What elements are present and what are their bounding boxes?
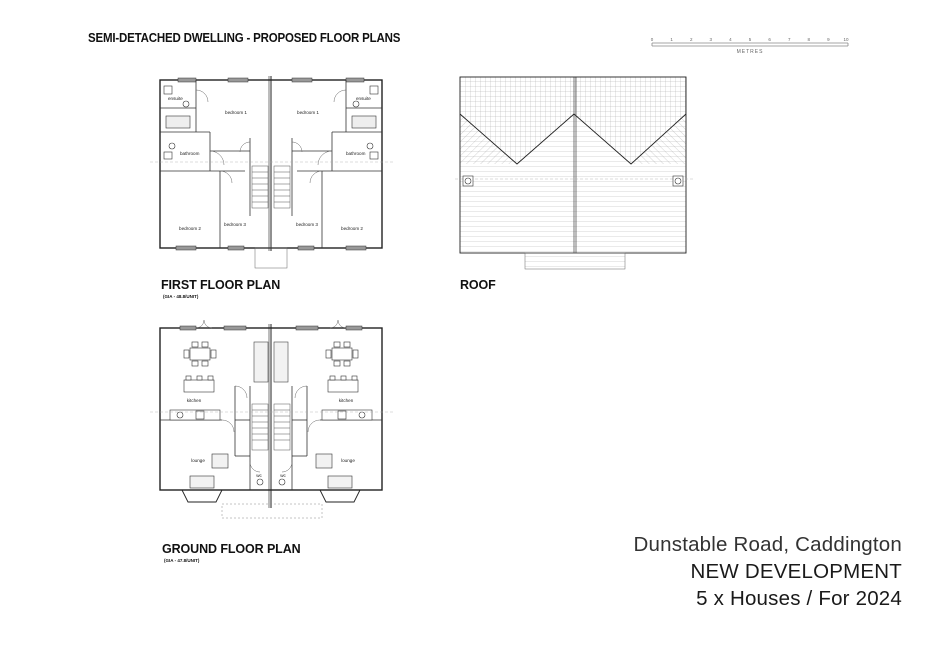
roof-plan-drawing [455, 76, 695, 276]
room-label-lounge-right: lounge [341, 458, 355, 463]
room-label-bedroom2-left: bedroom 2 [179, 226, 201, 231]
room-label-kitchen-left: kitchen [186, 398, 202, 403]
project-summary: 5 x Houses / For 2024 [696, 587, 902, 610]
scale-tick-10: 10 [843, 37, 849, 42]
porch-canopy [525, 253, 625, 269]
room-label-bathroom-right: bathroom [346, 151, 366, 156]
scale-tick-4: 4 [729, 37, 732, 42]
room-label-bedroom3-left: bedroom 3 [224, 222, 246, 227]
room-label-wc-right: wc [280, 473, 286, 478]
scale-bar [650, 34, 852, 54]
room-label-ensuite-left: ensuite [168, 96, 183, 101]
scale-unit-label: METRES [736, 49, 764, 54]
room-label-bedroom2-right: bedroom 2 [341, 226, 363, 231]
ground-floor-plan-drawing [150, 316, 395, 526]
scale-tick-0: 0 [650, 37, 654, 42]
scale-tick-7: 7 [787, 37, 791, 42]
room-label-bedroom1-left: bedroom 1 [225, 110, 247, 115]
room-label-bathroom-left: bathroom [180, 151, 200, 156]
sheet-title: SEMI-DETACHED DWELLING - PROPOSED FLOOR PLANS [88, 31, 401, 45]
scale-tick-labels [651, 37, 849, 42]
scale-tick-5: 5 [748, 37, 752, 42]
first-floor-plan-label: FIRST FLOOR PLAN [161, 278, 281, 292]
scale-tick-1: 1 [670, 37, 673, 42]
ground-floor-area: (GIA - 47.8/UNIT) [164, 558, 200, 563]
room-label-ensuite-right: ensuite [356, 96, 371, 101]
scale-tick-6: 6 [768, 37, 771, 42]
scale-tick-3: 3 [709, 37, 713, 42]
room-label-bedroom3-right: bedroom 3 [296, 222, 318, 227]
scale-tick-8: 8 [807, 37, 811, 42]
ground-floor-plan-label: GROUND FLOOR PLAN [162, 542, 301, 556]
first-floor-plan-drawing [150, 76, 395, 276]
room-label-kitchen-right: kitchen [338, 398, 354, 403]
first-floor-area: (GIA - 48.8/UNIT) [163, 294, 199, 299]
project-headline: NEW DEVELOPMENT [690, 560, 902, 583]
roof-plan-label: ROOF [460, 278, 496, 292]
project-location: Dunstable Road, Caddington [633, 533, 902, 556]
room-label-bedroom1-right: bedroom 1 [297, 110, 319, 115]
room-label-lounge-left: lounge [191, 458, 205, 463]
scale-tick-9: 9 [827, 37, 830, 42]
scale-tick-2: 2 [689, 37, 693, 42]
room-label-wc-left: wc [256, 473, 262, 478]
